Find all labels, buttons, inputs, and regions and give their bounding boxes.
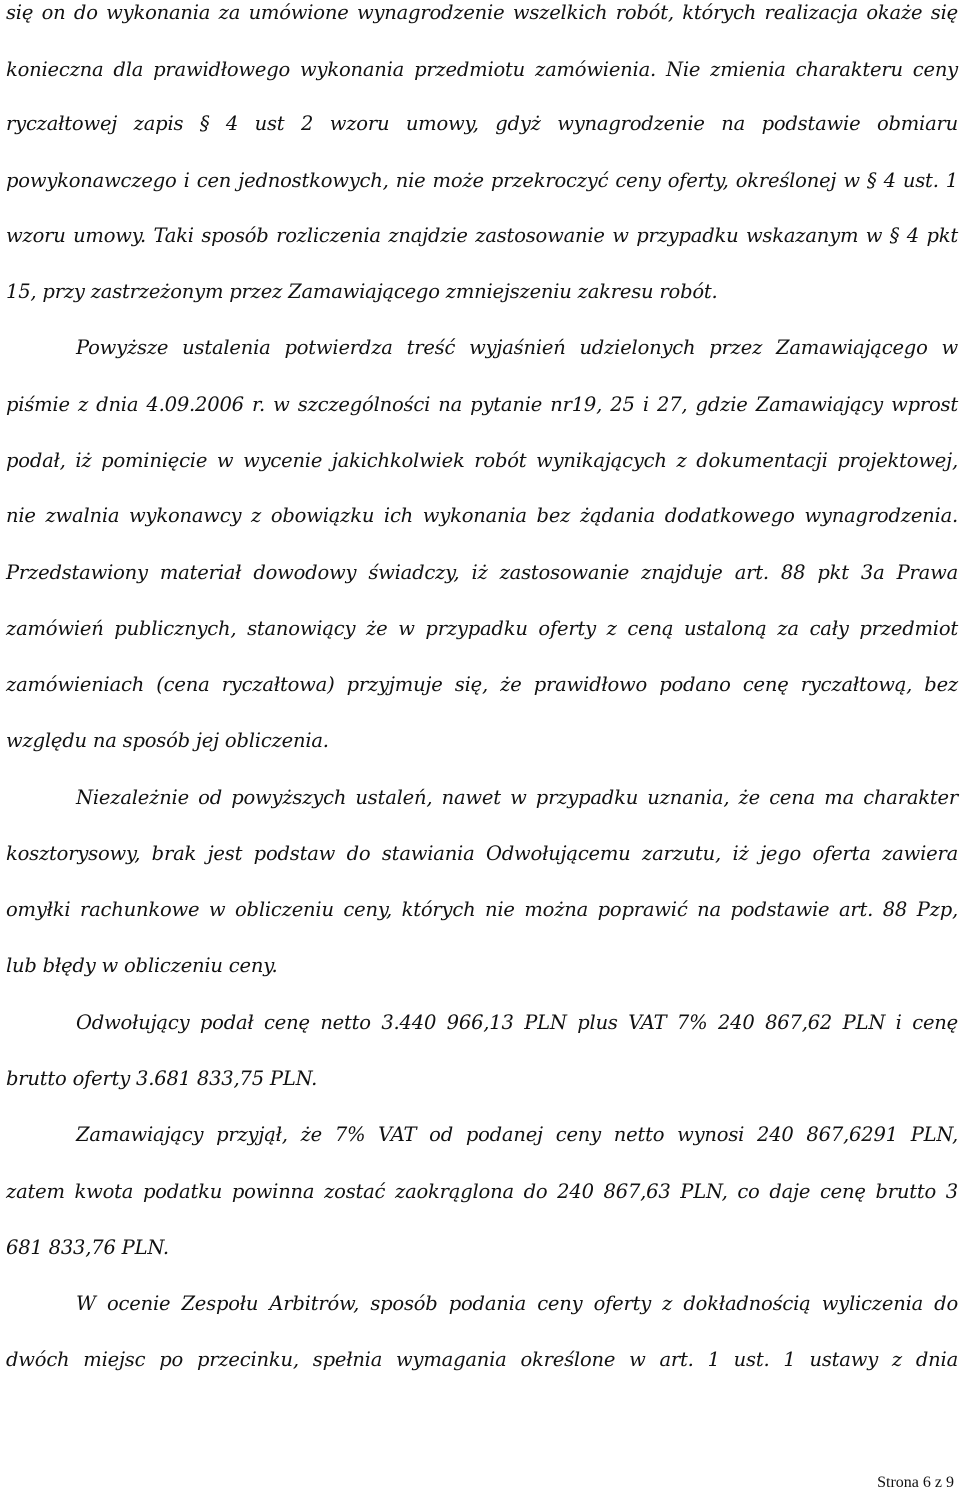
text-line: Zamawiający przyjął, że 7% VAT od podanej ceny netto wynosi 240 867,6291 PLN, (76, 1123, 958, 1146)
text-line: omyłki rachunkowe w obliczeniu ceny, których nie można poprawić na podstawie art. 88 Pzp, (6, 898, 958, 921)
text-line: Niezależnie od powyższych ustaleń, nawet w przypadku uznania, że cena ma charakter (76, 786, 958, 809)
text-line: względu na sposób jej obliczenia. (6, 729, 329, 752)
text-line: dwóch miejsc po przecinku, spełnia wymagania określone w art. 1 ust. 1 ustawy z dnia (6, 1348, 958, 1371)
text-line: ryczałtowej zapis § 4 ust 2 wzoru umowy, gdyż wynagrodzenie na podstawie obmiaru (6, 112, 958, 135)
text-line: Przedstawiony materiał dowodowy świadczy, iż zastosowanie znajduje art. 88 pkt 3a Prawa (6, 561, 958, 584)
text-line: 15, przy zastrzeżonym przez Zamawiającego zmniejszeniu zakresu robót. (6, 280, 718, 303)
text-line: zatem kwota podatku powinna zostać zaokrąglona do 240 867,63 PLN, co daje cenę brutto 3 (6, 1180, 958, 1203)
text-line: zamówień publicznych, stanowiący że w przypadku oferty z ceną ustaloną za cały przedmiot (6, 617, 958, 640)
text-line: wzoru umowy. Taki sposób rozliczenia znajdzie zastosowanie w przypadku wskazanym w § 4 pkt (6, 224, 958, 247)
text-line: podał, iż pominięcie w wycenie jakichkolwiek robót wynikających z dokumentacji projektowej, (6, 449, 958, 472)
text-line: Powyższe ustalenia potwierdza treść wyjaśnień udzielonych przez Zamawiającego w (76, 336, 958, 359)
page-number: Strona 6 z 9 (877, 1474, 954, 1491)
text-line: powykonawczego i cen jednostkowych, nie może przekroczyć ceny oferty, określonej w § 4 ust. 1 (6, 169, 958, 192)
text-line: brutto oferty 3.681 833,75 PLN. (6, 1067, 318, 1090)
text-line: 681 833,76 PLN. (6, 1236, 169, 1259)
text-line: się on do wykonania za umówione wynagrodzenie wszelkich robót, których realizacja okaże się (6, 1, 958, 24)
text-line: piśmie z dnia 4.09.2006 r. w szczególności na pytanie nr19, 25 i 27, gdzie Zamawiający wprost (6, 393, 958, 416)
text-line: nie zwalnia wykonawcy z obowiązku ich wykonania bez żądania dodatkowego wynagrodzenia. (6, 504, 958, 527)
text-line: W ocenie Zespołu Arbitrów, sposób podania ceny oferty z dokładnością wyliczenia do (76, 1292, 958, 1315)
text-line: lub błędy w obliczeniu ceny. (6, 954, 278, 977)
text-line: konieczna dla prawidłowego wykonania przedmiotu zamówienia. Nie zmienia charakteru ceny (6, 58, 958, 81)
text-line: kosztorysowy, brak jest podstaw do stawiania Odwołującemu zarzutu, iż jego oferta zawiera (6, 842, 958, 865)
text-line: zamówieniach (cena ryczałtowa) przyjmuje się, że prawidłowo podano cenę ryczałtową, bez (6, 673, 958, 696)
text-line: Odwołujący podał cenę netto 3.440 966,13 PLN plus VAT 7% 240 867,62 PLN i cenę (76, 1011, 958, 1034)
